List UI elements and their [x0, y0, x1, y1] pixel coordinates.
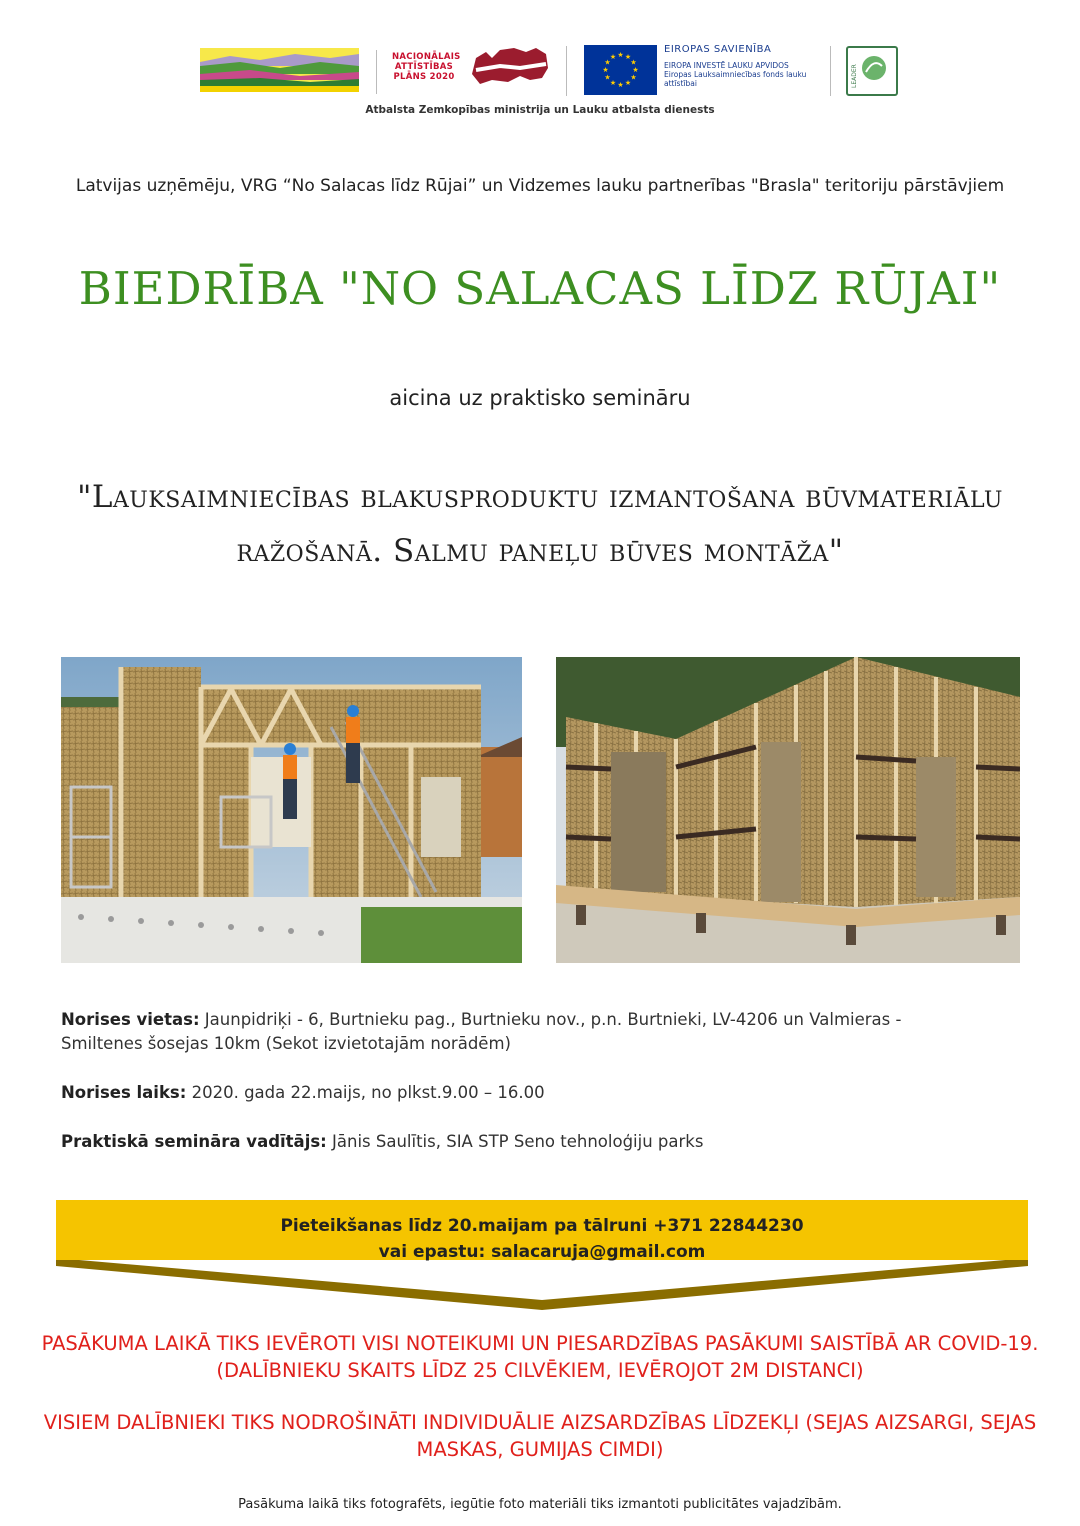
registration-text: [56, 1213, 1028, 1265]
eu-sub-line1: EIROPA INVESTĒ LAUKU APVIDOS: [664, 61, 789, 70]
eu-subtitle: [664, 61, 829, 88]
registration-phone: Pieteikšanas līdz 20.maijam pa tālruni +371 22844230: [280, 1216, 804, 1236]
photo-disclaimer: Pasākuma laikā tiks fotografēts, iegūtie foto materiāli tiks izmantoti publicitātes vajadzībām.: [238, 1497, 842, 1512]
leader-value: Jānis Saulītis, SIA STP Seno tehnoloģiju parks: [326, 1132, 704, 1151]
leader-logo: [846, 46, 898, 96]
leader-row: [61, 1130, 961, 1154]
time-value: 2020. gada 22.maijs, no plkst.9.00 – 16.00: [186, 1083, 545, 1102]
landscape-logo: [200, 48, 359, 92]
location-label: Norises vietas:: [61, 1010, 200, 1029]
svg-text:★: ★: [624, 53, 632, 61]
svg-text:★: ★: [604, 58, 611, 67]
leader-label: Praktiskā semināra vadītājs:: [61, 1132, 327, 1151]
location-row: [61, 1008, 961, 1056]
svg-text:★: ★: [609, 53, 617, 61]
eu-flag-icon: [584, 45, 657, 95]
svg-text:★: ★: [630, 73, 637, 82]
svg-text:★: ★: [604, 73, 611, 82]
construction-photo-house: [556, 657, 1020, 963]
svg-text:★: ★: [617, 81, 624, 89]
organization-title: BIEDRĪBA "NO SALACAS LĪDZ RŪJAI": [78, 262, 1002, 315]
eu-sub-line2: Eiropas Lauksaimniecības fonds lauku attīstībai: [664, 70, 807, 88]
logo-divider: [376, 50, 377, 94]
support-line: Atbalsta Zemkopības ministrija un Lauku atbalsta dienests: [365, 104, 715, 116]
seminar-title: "Lauksaimniecības blakusproduktu izmantošana būvmateriālu ražošanā. Salmu paneļu būves montāža": [77, 479, 1003, 569]
time-label: Norises laiks:: [61, 1083, 187, 1102]
intro-text: Latvijas uzņēmēju, VRG “No Salacas līdz Rūjai” un Vidzemes lauku partnerības "Brasla" teritoriju pārstāvjiem: [75, 176, 1005, 196]
svg-text:★: ★: [632, 66, 639, 74]
svg-text:★: ★: [602, 66, 609, 74]
svg-text:★: ★: [630, 58, 637, 67]
registration-email[interactable]: vai epastu: salacaruja@gmail.com: [378, 1242, 706, 1262]
svg-text:★: ★: [617, 51, 624, 59]
construction-photo-workers: [61, 657, 522, 963]
time-row: [61, 1081, 961, 1105]
logo-divider: [830, 46, 831, 96]
protective-equipment-notice: VISIEM DALĪBNIEKI TIKS NODROŠINĀTI INDIVIDUĀLIE AIZSARDZĪBAS LĪDZEKĻI (SEJAS AIZSARGI, SEJAS MASKAS, GUMIJAS CIMDI): [43, 1411, 1037, 1461]
location-value: Jaunpidriķi - 6, Burtnieku pag., Burtnieku nov., p.n. Burtnieki, LV-4206 un Valmieras - Smiltenes šosejas 10km (Sekot izvietotajām norādēm): [61, 1010, 902, 1053]
nap-logo-text: NACIONĀLAIS ATTĪSTĪBAS PLĀNS 2020: [392, 52, 461, 82]
svg-text:★: ★: [624, 79, 632, 87]
logo-divider: [566, 46, 567, 96]
leader-text: LEADER: [851, 64, 858, 88]
invite-text: aicina uz praktisko semināru: [389, 386, 691, 410]
covid-notice: PASĀKUMA LAIKĀ TIKS IEVĒROTI VISI NOTEIKUMI UN PIESARDZĪBAS PASĀKUMI SAISTĪBĀ AR COVID-19. (DALĪBNIEKU SKAITS LĪDZ 25 CILVĒKIEM, IEVĒROJOT 2M DISTANCI): [41, 1332, 1039, 1382]
event-details: [61, 1008, 961, 1179]
svg-text:★: ★: [609, 79, 617, 87]
eu-title: EIROPAS SAVIENĪBA: [664, 44, 772, 55]
latvia-map-logo: [470, 44, 550, 90]
